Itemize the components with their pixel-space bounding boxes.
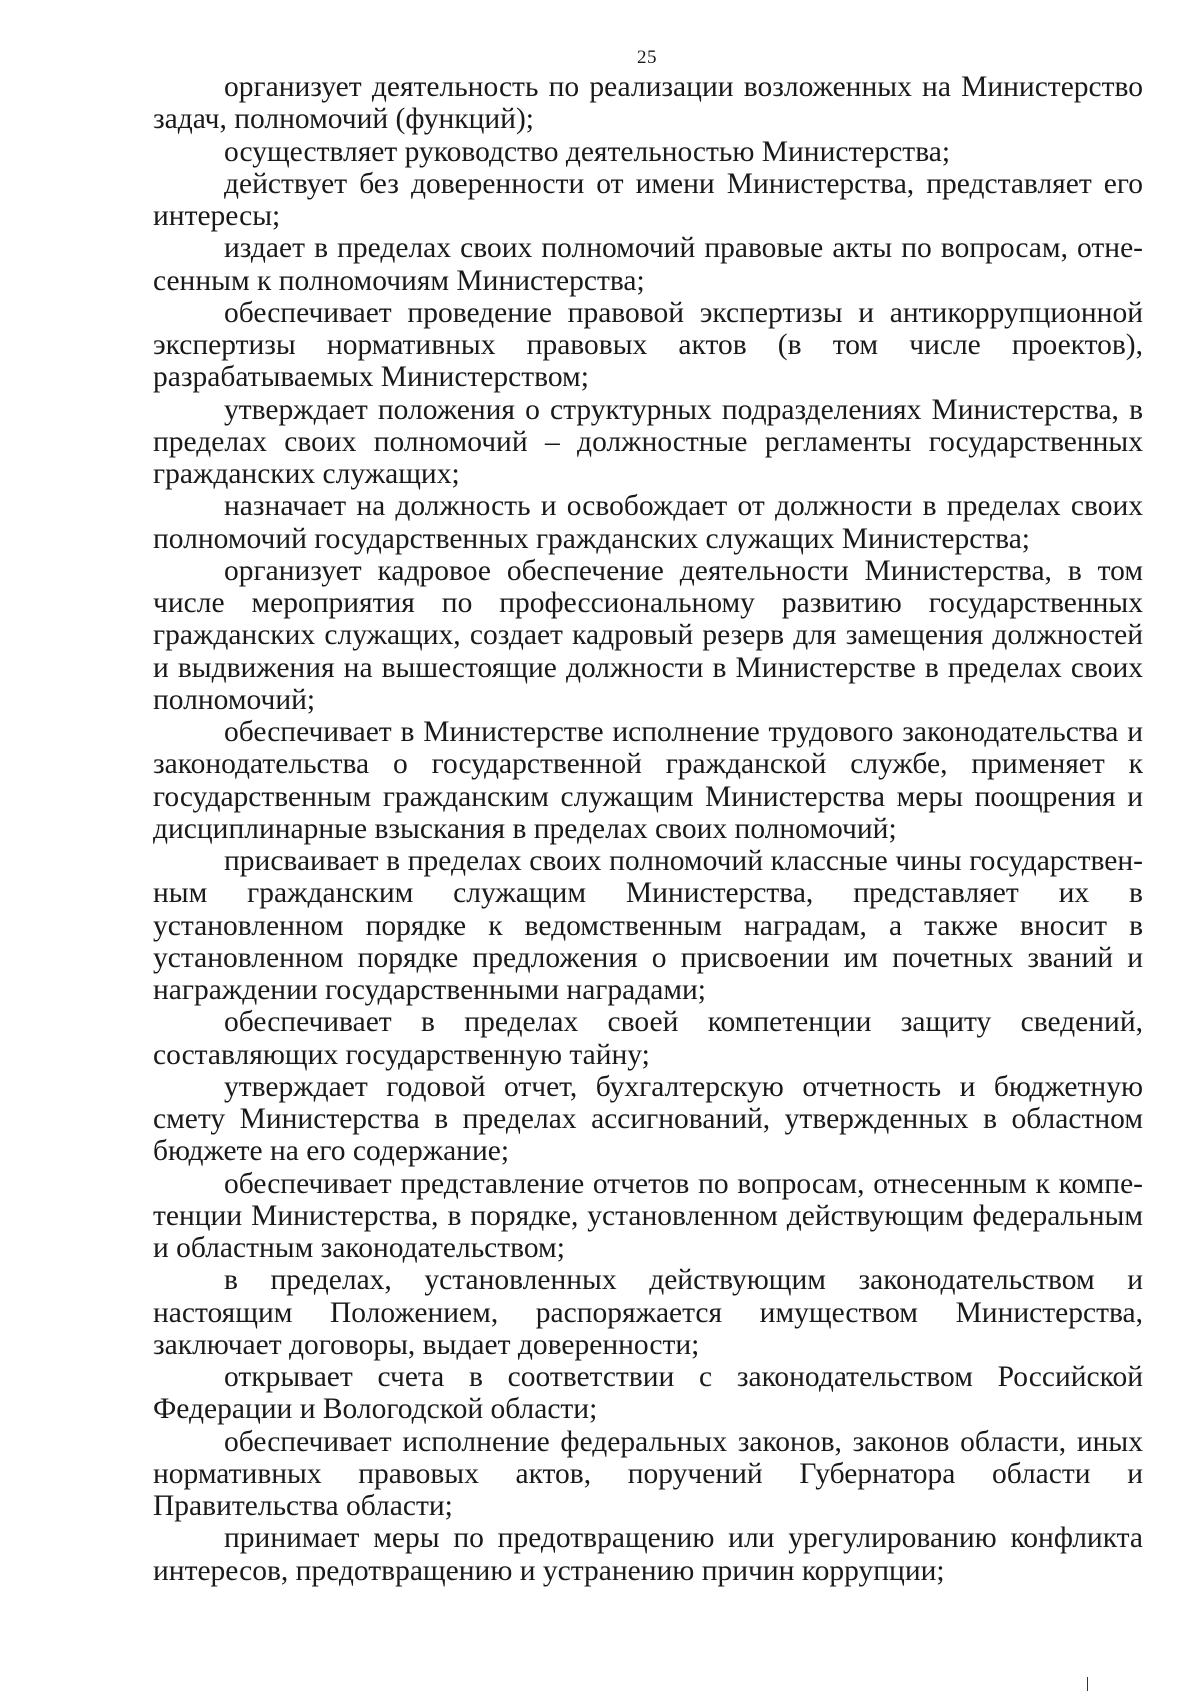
paragraph-9: обеспечивает в Министерстве исполнение трудового законодательства и законодательства о государственной гражданской службе, применяет к государственным гражданским служащим Министерства меры поощрения и дисциплинарные взыскания в пределах своих полномочий; (153, 716, 1143, 845)
paragraph-1: организует деятельность по реализации возложенных на Министерство задач, полномочий (функций); (153, 71, 1143, 136)
paragraph-4: издает в пределах своих полномочий правовые акты по вопросам, отнесенным к полномочиям Министерства; (153, 232, 1143, 297)
paragraph-7: назначает на должность и освобождает от должности в пределах своих полномочий государственных гражданских служащих Министерства; (153, 490, 1143, 555)
paragraph-8: организует кадровое обеспечение деятельности Министерства, в том числе мероприятия по профессиональному развитию государственных гражданских служащих, создает кадровый резерв для замещения должностей и выдвижения на вышестоящие должности в Министерстве в пределах своих полномочий; (153, 554, 1143, 716)
paragraph-13: обеспечивает представление отчетов по вопросам, отнесенным к компетенции Министерства, в порядке, установленном действующим федеральным и областным законодательством; (153, 1167, 1143, 1264)
paragraph-2: осуществляет руководство деятельностью Министерства; (224, 135, 951, 168)
paragraph-16: обеспечивает исполнение федеральных законов, законов области, иных нормативных правовых актов, поручений Губернатора области и Правительства области; (153, 1425, 1143, 1522)
paragraph-17: принимает меры по предотвращению или урегулированию конфликта интересов, предотвращению и устранению причин коррупции; (153, 1522, 1143, 1587)
document-body (153, 71, 1143, 1587)
paragraph-14: в пределах, установленных действующим законодательством и настоящим Положением, распоряжается имуществом Министерства, заключает договоры, выдает доверенности; (153, 1264, 1143, 1361)
scan-artifact-mark (1087, 1677, 1088, 1691)
paragraph-12: утверждает годовой отчет, бухгалтерскую отчетность и бюджетную смету Министерства в пределах ассигнований, утвержденных в областном бюджете на его содержание; (153, 1070, 1143, 1168)
paragraph-5: обеспечивает проведение правовой экспертизы и антикоррупционной экспертизы нормативных правовых актов (в том числе проектов), разрабатываемых Министерством; (153, 296, 1143, 394)
paragraph-15: открывает счета в соответствии с законодательством Российской Федерации и Вологодской области; (153, 1361, 1143, 1426)
paragraph-6: утверждает положения о структурных подразделениях Министерства, в пределах своих полномочий – должностные регламенты государственных гражданских служащих; (153, 393, 1143, 490)
paragraph-10: присваивает в пределах своих полномочий классные чины государственным гражданским служащим Министерства, представляет их в установленном порядке к ведомственным наградам, а также вносит в установленном порядке предложения о присвоении им почетных званий и награждении государственными наградами; (153, 845, 1143, 1006)
paragraph-3: действует без доверенности от имени Министерства, представляет его интересы; (153, 167, 1143, 232)
page-number: 25 (637, 47, 657, 68)
paragraph-11: обеспечивает в пределах своей компетенции защиту сведений, составляющих государственную тайну; (153, 1006, 1143, 1071)
